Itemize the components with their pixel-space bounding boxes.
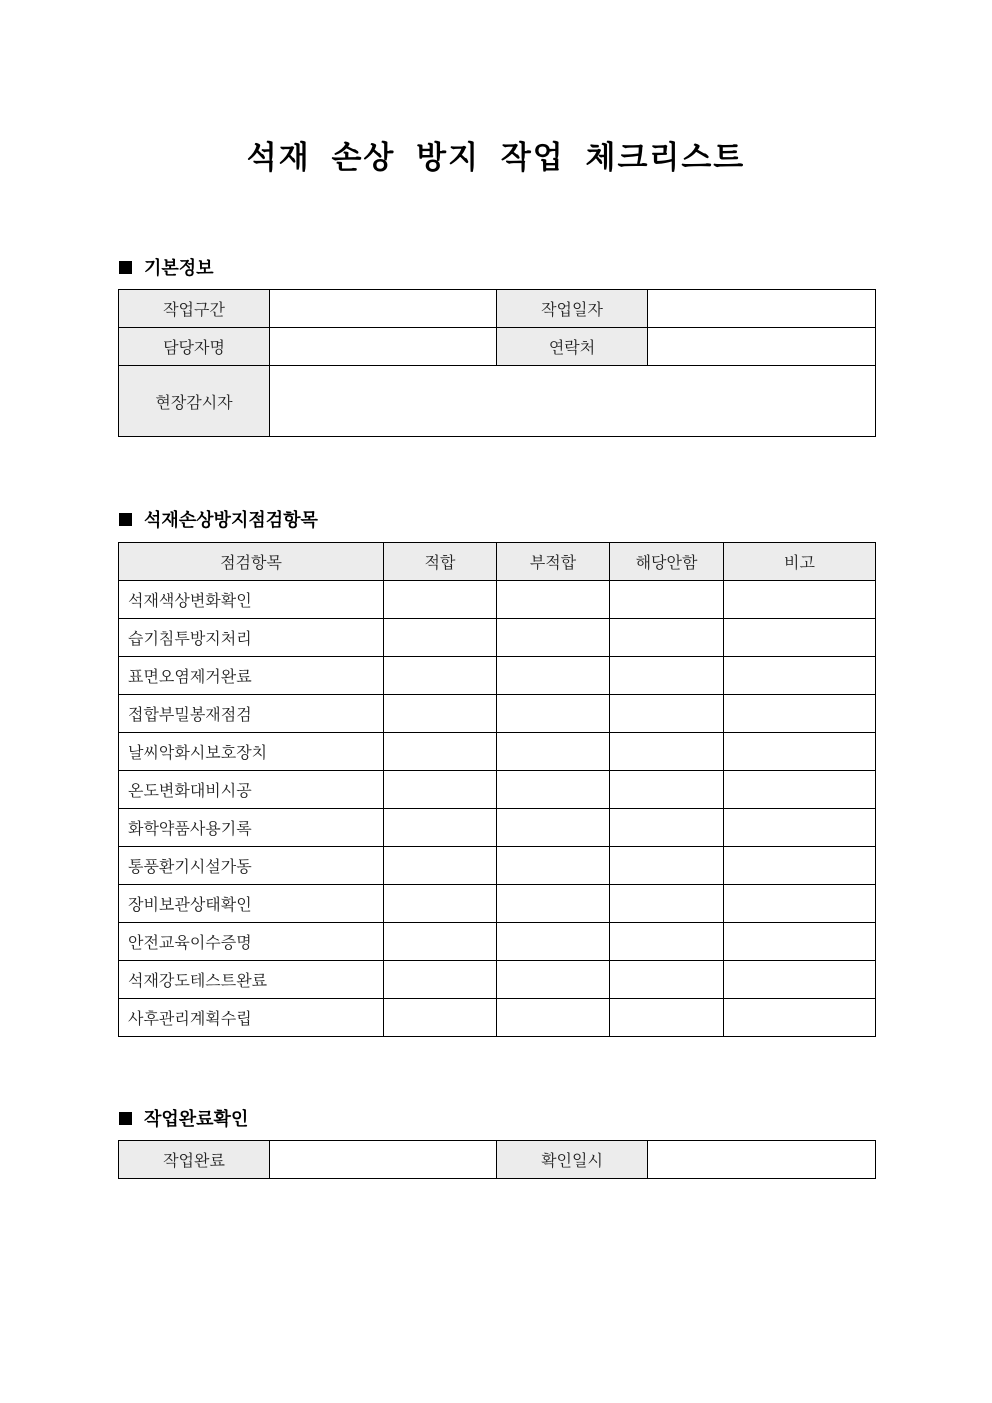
pass-cell[interactable]	[384, 923, 497, 961]
remarks-cell[interactable]	[724, 771, 876, 809]
checklist-row	[119, 961, 876, 999]
confirm-datetime-field[interactable]	[648, 1141, 876, 1179]
na-cell[interactable]	[610, 847, 724, 885]
checklist-item-label: 석재강도테스트완료	[119, 961, 384, 999]
work-section-field[interactable]	[270, 290, 497, 328]
remarks-cell[interactable]	[724, 695, 876, 733]
pass-cell[interactable]	[384, 581, 497, 619]
pass-cell[interactable]	[384, 771, 497, 809]
remarks-cell[interactable]	[724, 885, 876, 923]
checklist-item-label: 습기침투방지처리	[119, 619, 384, 657]
checklist-row	[119, 999, 876, 1037]
checklist-item-label: 안전교육이수증명	[119, 923, 384, 961]
remarks-cell[interactable]	[724, 809, 876, 847]
na-cell[interactable]	[610, 923, 724, 961]
na-cell[interactable]	[610, 733, 724, 771]
na-cell[interactable]	[610, 809, 724, 847]
remarks-cell[interactable]	[724, 961, 876, 999]
work-date-label: 작업일자	[497, 290, 648, 328]
section-heading-checklist	[119, 506, 318, 532]
checklist-item-label: 화학약품사용기록	[119, 809, 384, 847]
na-cell[interactable]	[610, 885, 724, 923]
remarks-cell[interactable]	[724, 733, 876, 771]
checklist-row	[119, 809, 876, 847]
contact-field[interactable]	[648, 328, 876, 366]
manager-name-field[interactable]	[270, 328, 497, 366]
checklist-item-label: 온도변화대비시공	[119, 771, 384, 809]
fail-cell[interactable]	[497, 619, 610, 657]
checklist-item-label: 석재색상변화확인	[119, 581, 384, 619]
column-header-item: 점검항목	[119, 543, 384, 581]
site-supervisor-label: 현장감시자	[119, 366, 270, 437]
na-cell[interactable]	[610, 695, 724, 733]
checklist-row	[119, 695, 876, 733]
remarks-cell[interactable]	[724, 619, 876, 657]
table-row	[119, 1141, 876, 1179]
pass-cell[interactable]	[384, 999, 497, 1037]
fail-cell[interactable]	[497, 809, 610, 847]
square-bullet-icon	[119, 513, 132, 526]
section-heading-label: 석재손상방지점검항목	[144, 510, 318, 531]
column-header-fail: 부적합	[497, 543, 610, 581]
remarks-cell[interactable]	[724, 581, 876, 619]
checklist-item-label: 날씨악화시보호장치	[119, 733, 384, 771]
table-header-row	[119, 543, 876, 581]
completion-table	[118, 1140, 876, 1179]
checklist-item-label: 사후관리계획수립	[119, 999, 384, 1037]
checklist-item-label: 장비보관상태확인	[119, 885, 384, 923]
table-row	[119, 366, 876, 437]
checklist-row	[119, 847, 876, 885]
pass-cell[interactable]	[384, 657, 497, 695]
work-complete-field[interactable]	[270, 1141, 497, 1179]
pass-cell[interactable]	[384, 733, 497, 771]
table-row	[119, 290, 876, 328]
fail-cell[interactable]	[497, 733, 610, 771]
manager-name-label: 담당자명	[119, 328, 270, 366]
remarks-cell[interactable]	[724, 847, 876, 885]
column-header-na: 해당안함	[610, 543, 724, 581]
na-cell[interactable]	[610, 961, 724, 999]
checklist-row	[119, 923, 876, 961]
fail-cell[interactable]	[497, 923, 610, 961]
fail-cell[interactable]	[497, 581, 610, 619]
basic-info-table	[118, 289, 876, 437]
fail-cell[interactable]	[497, 657, 610, 695]
fail-cell[interactable]	[497, 999, 610, 1037]
fail-cell[interactable]	[497, 771, 610, 809]
contact-label: 연락처	[497, 328, 648, 366]
checklist-row	[119, 885, 876, 923]
section-heading-label: 작업완료확인	[144, 1109, 249, 1130]
work-date-field[interactable]	[648, 290, 876, 328]
checklist-item-label: 표면오염제거완료	[119, 657, 384, 695]
pass-cell[interactable]	[384, 961, 497, 999]
section-heading-label: 기본정보	[144, 258, 214, 279]
remarks-cell[interactable]	[724, 657, 876, 695]
square-bullet-icon	[119, 1112, 132, 1125]
checklist-row	[119, 771, 876, 809]
na-cell[interactable]	[610, 581, 724, 619]
remarks-cell[interactable]	[724, 923, 876, 961]
remarks-cell[interactable]	[724, 999, 876, 1037]
na-cell[interactable]	[610, 999, 724, 1037]
checklist-row	[119, 581, 876, 619]
fail-cell[interactable]	[497, 961, 610, 999]
table-row	[119, 328, 876, 366]
site-supervisor-field[interactable]	[270, 366, 876, 437]
checklist-row	[119, 619, 876, 657]
checklist-row	[119, 657, 876, 695]
section-heading-completion	[119, 1105, 248, 1131]
checklist-item-label: 접합부밀봉재점검	[119, 695, 384, 733]
pass-cell[interactable]	[384, 847, 497, 885]
column-header-remarks: 비고	[724, 543, 876, 581]
na-cell[interactable]	[610, 619, 724, 657]
work-complete-label: 작업완료	[119, 1141, 270, 1179]
column-header-pass: 적합	[384, 543, 497, 581]
work-section-label: 작업구간	[119, 290, 270, 328]
square-bullet-icon	[119, 261, 132, 274]
pass-cell[interactable]	[384, 809, 497, 847]
fail-cell[interactable]	[497, 695, 610, 733]
na-cell[interactable]	[610, 657, 724, 695]
pass-cell[interactable]	[384, 885, 497, 923]
section-heading-basic-info	[119, 254, 214, 280]
checklist-table	[118, 542, 876, 1037]
pass-cell[interactable]	[384, 619, 497, 657]
checklist-row	[119, 733, 876, 771]
page-title: 석재 손상 방지 작업 체크리스트	[246, 140, 746, 176]
fail-cell[interactable]	[497, 847, 610, 885]
na-cell[interactable]	[610, 771, 724, 809]
confirm-datetime-label: 확인일시	[497, 1141, 648, 1179]
fail-cell[interactable]	[497, 885, 610, 923]
checklist-item-label: 통풍환기시설가동	[119, 847, 384, 885]
pass-cell[interactable]	[384, 695, 497, 733]
